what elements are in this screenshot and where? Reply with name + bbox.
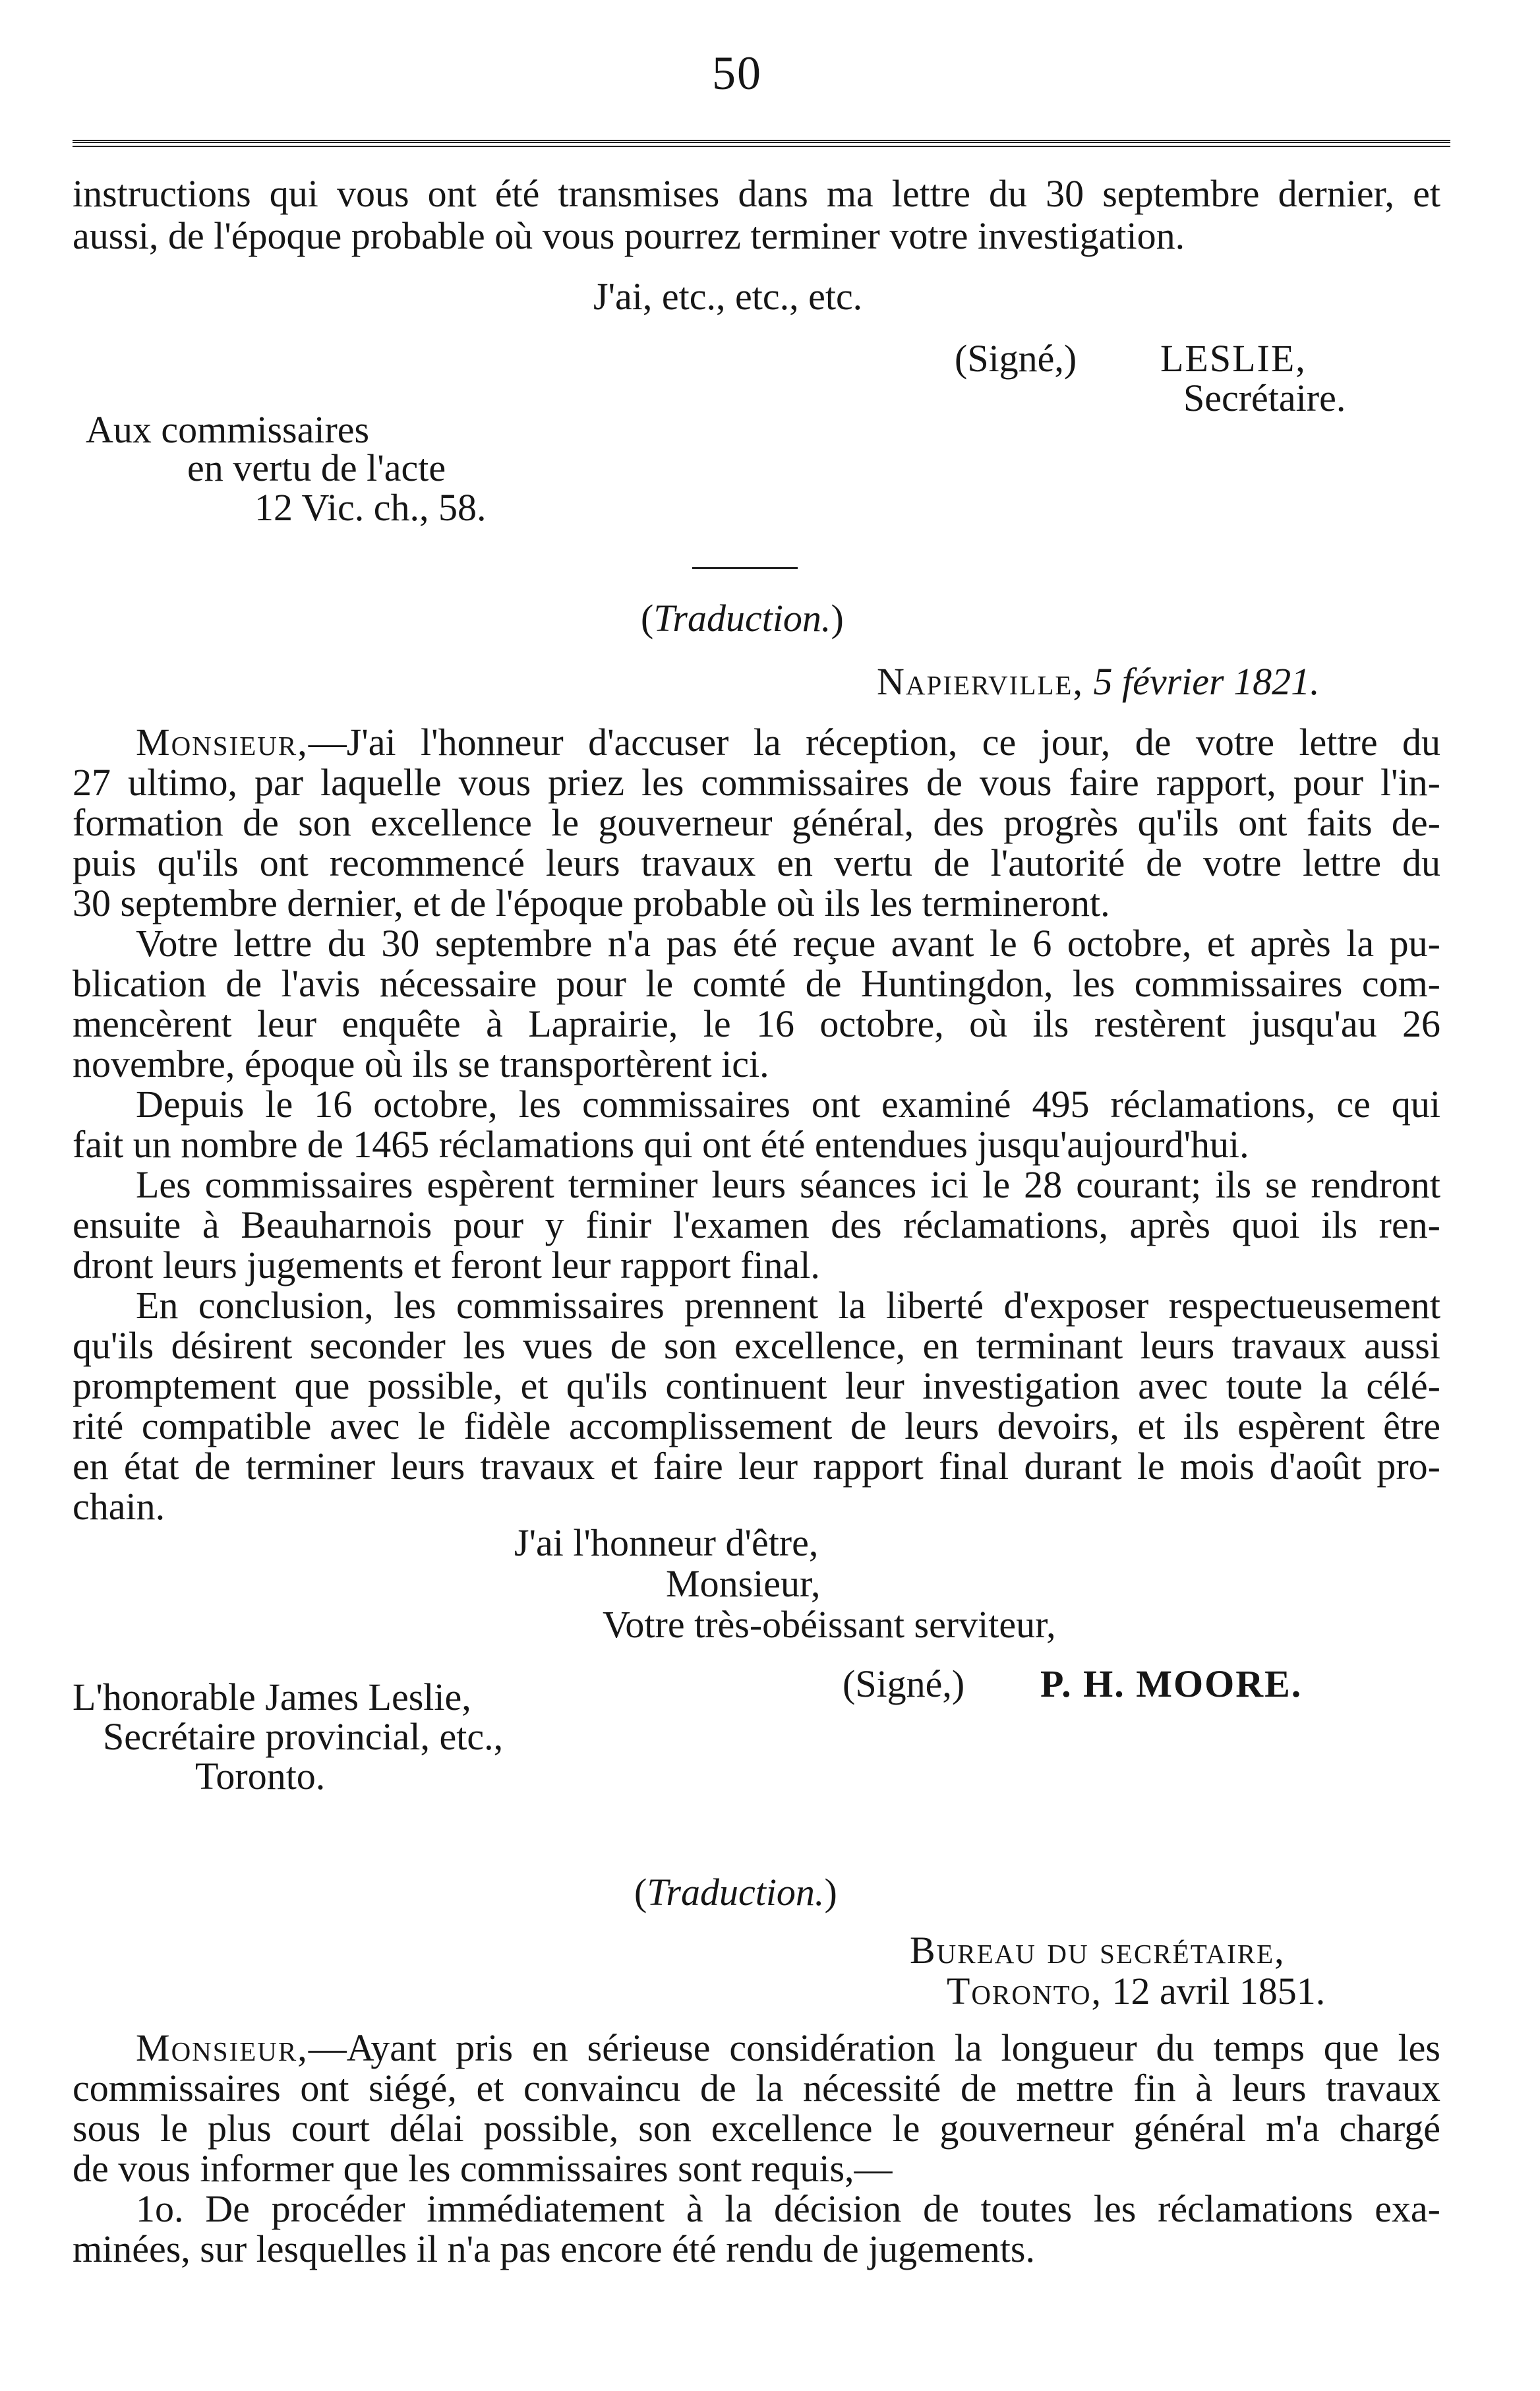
body-line: ensuite à Beauharnois pour y finir l'examen des réclamations, après quoi ils ren- <box>73 1203 1440 1246</box>
translation-label: Traduction. <box>653 597 831 640</box>
body-line: formation de son excellence le gouverneur général, des progrès qu'ils ont faits de- <box>73 801 1440 844</box>
signer-name: LESLIE, <box>1160 337 1307 380</box>
addressee-line: Aux commissaires <box>86 408 370 451</box>
letter-dateline <box>877 661 1320 703</box>
body-text: —Ayant pris en sérieuse considération la longueur du temps que les <box>308 2026 1440 2069</box>
addressee-line: en vertu de l'acte <box>187 446 446 489</box>
header-rule <box>73 140 1450 147</box>
salutation: Monsieur, <box>136 721 309 764</box>
signer-title: Secrétaire. <box>1183 377 1346 419</box>
letter-dateline <box>947 1970 1325 2013</box>
body-line: qu'ils désirent seconder les vues de son excellence, en terminant leurs travaux aussi <box>73 1324 1440 1367</box>
letter-date: 5 février 1821. <box>1093 660 1320 703</box>
closing-line: J'ai, etc., etc., etc. <box>593 275 863 318</box>
closing-line: J'ai l'honneur d'être, <box>514 1521 819 1564</box>
body-line: instructions qui vous ont été transmises dans ma lettre du 30 septembre dernier, et <box>73 172 1440 215</box>
body-line: novembre, époque où ils se transportèrent ici. <box>73 1043 769 1085</box>
letter-date: 12 avril 1851. <box>1111 1970 1326 2013</box>
body-line: minées, sur lesquelles il n'a pas encore été rendu de jugements. <box>73 2227 1035 2270</box>
translation-label: Traduction. <box>647 1871 825 1914</box>
addressee-line: L'honorable James Leslie, <box>73 1676 471 1718</box>
letter-office: Bureau du secrétaire, <box>910 1929 1286 1972</box>
body-line: commissaires ont siégé, et convaincu de la nécessité de mettre fin à leurs travaux <box>73 2067 1440 2109</box>
closing-line: Monsieur, <box>666 1562 821 1605</box>
body-line: promptement que possible, et qu'ils continuent leur investigation avec toute la célé- <box>73 1364 1440 1407</box>
letter-place: Toronto, <box>947 1970 1103 2013</box>
body-line: 30 septembre dernier, et de l'époque probable où ils les termineront. <box>73 882 1110 924</box>
body-line: rité compatible avec le fidèle accomplissement de leurs devoirs, et ils espèrent être <box>73 1405 1440 1447</box>
translation-heading: (Traduction.) <box>634 1871 837 1914</box>
body-line: aussi, de l'époque probable où vous pourrez terminer votre investigation. <box>73 214 1185 257</box>
body-line: sous le plus court délai possible, son excellence le gouverneur général m'a chargé <box>73 2107 1440 2150</box>
letter-place: Napierville, <box>877 660 1084 703</box>
signed-label: (Signé,) <box>843 1662 965 1705</box>
salutation: Monsieur, <box>136 2026 309 2069</box>
body-line: de vous informer que les commissaires sont requis,— <box>73 2147 893 2190</box>
body-line: chain. <box>73 1485 165 1528</box>
body-text: —J'ai l'honneur d'accuser la réception, ce jour, de votre lettre du <box>308 721 1440 764</box>
body-line: en état de terminer leurs travaux et faire leur rapport final durant le mois d'août pro- <box>73 1445 1440 1488</box>
section-divider <box>692 567 798 569</box>
body-line: blication de l'avis nécessaire pour le comté de Huntingdon, les commissaires com- <box>73 962 1440 1005</box>
signed-label: (Signé,) <box>955 337 1077 380</box>
body-line: dront leurs jugements et feront leur rapport final. <box>73 1244 820 1286</box>
body-line: En conclusion, les commissaires prennent la liberté d'exposer respectueusement <box>136 1284 1440 1327</box>
body-line: puis qu'ils ont recommencé leurs travaux en vertu de l'autorité de votre lettre du <box>73 841 1440 884</box>
body-line: 27 ultimo, par laquelle vous priez les commissaires de vous faire rapport, pour l'in- <box>73 761 1440 804</box>
body-line: fait un nombre de 1465 réclamations qui ont été entendues jusqu'aujourd'hui. <box>73 1123 1249 1166</box>
body-line: Les commissaires espèrent terminer leurs séances ici le 28 courant; ils se rendront <box>136 1163 1440 1206</box>
addressee-line: Secrétaire provincial, etc., <box>103 1715 504 1758</box>
body-line: Depuis le 16 octobre, les commissaires ont examiné 495 réclamations, ce qui <box>136 1083 1440 1126</box>
page-number: 50 <box>712 47 762 100</box>
addressee-line: Toronto. <box>195 1755 326 1798</box>
closing-line: Votre très-obéissant serviteur, <box>603 1603 1056 1646</box>
body-line: mencèrent leur enquête à Laprairie, le 16 octobre, où ils restèrent jusqu'au 26 <box>73 1002 1440 1045</box>
body-line <box>136 2027 1440 2069</box>
body-line <box>136 721 1440 764</box>
body-line: 1o. De procéder immédiatement à la décision de toutes les réclamations exa- <box>136 2187 1440 2230</box>
addressee-line: 12 Vic. ch., 58. <box>254 486 487 529</box>
body-line: Votre lettre du 30 septembre n'a pas été reçue avant le 6 octobre, et après la pu- <box>136 922 1440 965</box>
translation-heading: (Traduction.) <box>641 597 844 640</box>
signer-name: P. H. MOORE. <box>1040 1662 1303 1705</box>
